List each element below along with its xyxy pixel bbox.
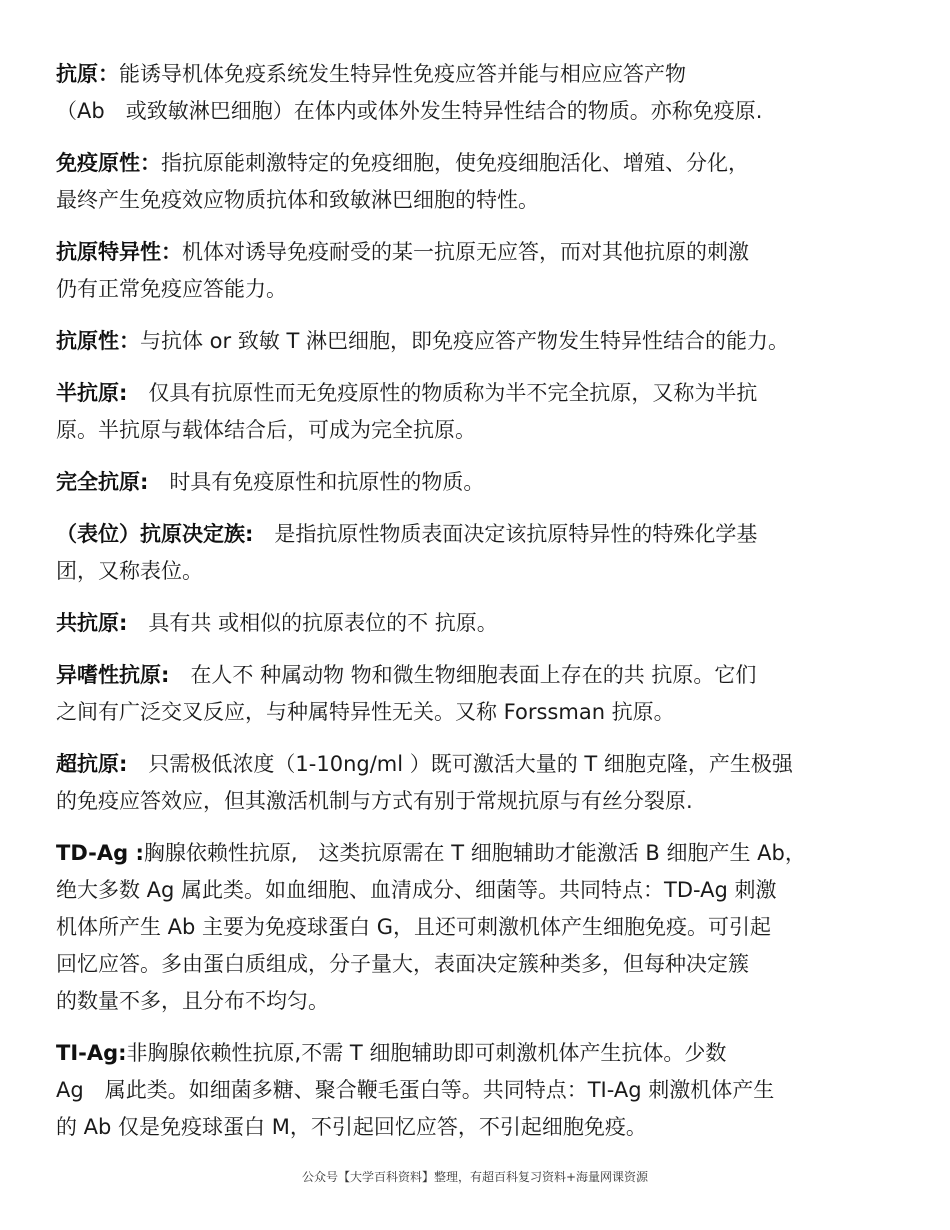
definition-common-antigen: [56, 605, 916, 642]
term-immunogenicity: 免疫原性：: [56, 151, 161, 175]
definition-hapten: [56, 375, 916, 449]
definition-epitope: [56, 516, 916, 590]
definition-text: 的免疫应答效应，但其激活机制与方式有别于常规抗原与有丝分裂原.: [56, 789, 693, 813]
definition-text: （Ab 或致敏淋巴细胞）在体内或体外发生特异性结合的物质。亦称免疫原.: [56, 99, 763, 123]
term-epitope: （表位）抗原决定族:: [56, 522, 254, 546]
definition-td-ag: [56, 835, 916, 1020]
definition-text: 绝大多数 Ag 属此类。如血细胞、血清成分、细菌等。共同特点：TD-Ag 刺激: [56, 878, 777, 902]
definition-immunogenicity: [56, 145, 916, 219]
definition-text: 的数量不多，且分布不均匀。: [56, 989, 329, 1013]
definition-text: 指抗原能刺激特定的免疫细胞，使免疫细胞活化、增殖、分化，: [161, 151, 749, 175]
definition-heterophile-antigen: [56, 657, 916, 731]
term-ti-ag: TI-Ag:: [56, 1041, 127, 1065]
definition-text: 机体对诱导免疫耐受的某一抗原无应答，而对其他抗原的刺激: [182, 240, 749, 264]
definition-text: 只需极低浓度（1-10ng/ml ）既可激活大量的 T 细胞克隆，产生极强: [127, 752, 793, 776]
document-body: [56, 56, 916, 1161]
definition-antigenicity: [56, 323, 916, 360]
term-heterophile-antigen: 异嗜性抗原:: [56, 663, 170, 687]
page-footer: 公众号【大学百科资料】整理，有超百科复习资料+海量网课资源: [301, 1170, 649, 1184]
definition-ti-ag: [56, 1035, 916, 1146]
definition-text: 具有共 或相似的抗原表位的不 抗原。: [127, 611, 498, 635]
definition-text: 与抗体 or 致敏 T 淋巴细胞，即免疫应答产物发生特异性结合的能力。: [140, 329, 790, 353]
definition-complete-antigen: [56, 464, 916, 501]
definition-text: 时具有免疫原性和抗原性的物质。: [148, 470, 485, 494]
term-hapten: 半抗原:: [56, 381, 128, 405]
definition-text: Ag 属此类。如细菌多糖、聚合鞭毛蛋白等。共同特点：TI-Ag 刺激机体产生: [56, 1078, 775, 1102]
definition-text: 仅具有抗原性而无免疫原性的物质称为半不完全抗原，又称为半抗: [127, 381, 758, 405]
definition-text: 机体所产生 Ab 主要为免疫球蛋白 G，且还可刺激机体产生细胞免疫。可引起: [56, 915, 771, 939]
definition-text: 的 Ab 仅是免疫球蛋白 M，不引起回忆应答，不引起细胞免疫。: [56, 1115, 647, 1139]
definition-text: 最终产生免疫效应物质抗体和致敏淋巴细胞的特性。: [56, 188, 539, 212]
definition-text: 在人不 种属动物 物和微生物细胞表面上存在的共 抗原。它们: [169, 663, 757, 687]
definition-antigen: [56, 56, 916, 130]
definition-text: 之间有广泛交叉反应，与种属特异性无关。又称 Forssman 抗原。: [56, 700, 675, 724]
definition-text: 是指抗原性物质表面决定该抗原特异性的特殊化学基: [253, 522, 758, 546]
definition-text: 回忆应答。多由蛋白质组成，分子量大，表面决定簇种类多，但每种决定簇: [56, 952, 749, 976]
term-common-antigen: 共抗原:: [56, 611, 128, 635]
definition-text: 仍有正常免疫应答能力。: [56, 277, 287, 301]
term-antigen-specificity: 抗原特异性：: [56, 240, 182, 264]
definition-text: 非胸腺依赖性抗原,不需 T 细胞辅助即可刺激机体产生抗体。少数: [126, 1041, 727, 1065]
definition-superantigen: [56, 746, 916, 820]
term-superantigen: 超抗原:: [56, 752, 128, 776]
definition-text: 原。半抗原与载体结合后，可成为完全抗原。: [56, 418, 476, 442]
term-antigen: 抗原：: [56, 62, 119, 86]
term-td-ag: TD-Ag :: [56, 841, 144, 865]
definition-text: 胸腺依赖性抗原, 这类抗原需在 T 细胞辅助才能激活 B 细胞产生 Ab，: [143, 841, 806, 865]
term-antigenicity: 抗原性：: [56, 329, 140, 353]
definition-antigen-specificity: [56, 234, 916, 308]
definition-text: 团，又称表位。: [56, 559, 203, 583]
term-complete-antigen: 完全抗原:: [56, 470, 149, 494]
definition-text: 能诱导机体免疫系统发生特异性免疫应答并能与相应应答产物: [119, 62, 686, 86]
